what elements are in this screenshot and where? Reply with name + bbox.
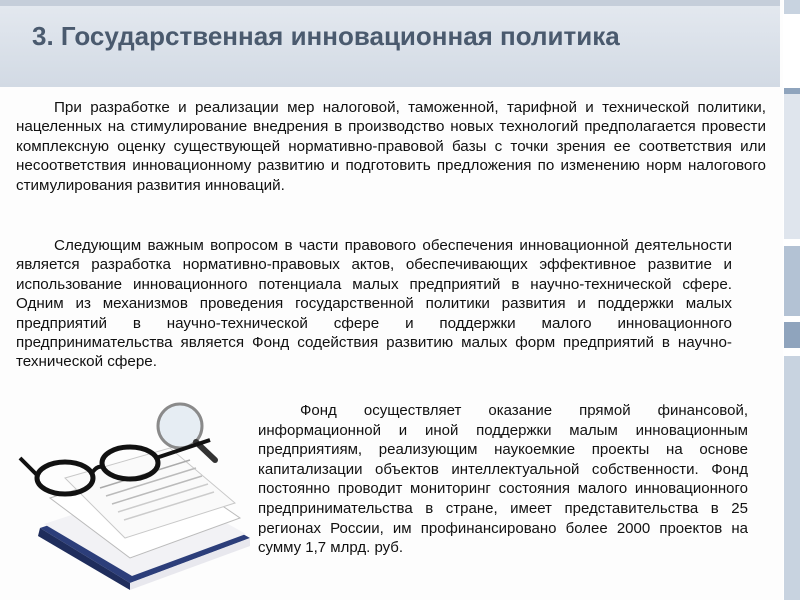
right-decor-stripe [784, 94, 800, 239]
right-decor-stripe [784, 246, 800, 316]
paragraph-fund-support: Фонд осуществляет оказание прямой финансовой, информационной и иной поддержки малым инновационным предприятиям, реализующим наукоемкие проекты на основе капитализации объектов интеллектуальной собственности. Фонд постоянно проводит мониторинг состояния малого инновационного предпринимательства в стране, имеет представительства в 25 регионах России, им профинансировано более 2000 проектов на сумму 1,7 млрд. руб. [258, 402, 748, 557]
paragraph-legal-support: Следующим важным вопросом в части правового обеспечения инновационной деятельности является разработка нормативно-правовых актов, обеспечивающих эффективное развитие и использование инновационного потенциала малых предприятий в научно-технической сфере. Одним из механизмов проведения государственной политики развития и поддержки малых предприятий в научно-технической сфере и поддержки малого инновационного предпринимательства является Фонд содействия развитию малых форм предприятий в научно-технической сфере. [16, 237, 732, 371]
right-decor-stripe [784, 0, 800, 14]
right-decor-stripe [784, 356, 800, 600]
right-decor-stripe [784, 322, 800, 348]
paragraph-tax-policy: При разработке и реализации мер налоговой, таможенной, тарифной и технической политики, нацеленных на стимулирование внедрения в производство новых технологий предполагается провести комплексную оценку существующей нормативно-правовой базы с точки зрения ее соответствия или несоответствия инновационному развитию и подготовить предложения по изменению норм налогового стимулирования развития инноваций. [16, 99, 766, 194]
page-title: 3. Государственная инновационная политика [32, 21, 620, 51]
title-bar [0, 0, 780, 87]
book-glasses-illustration [10, 378, 260, 590]
